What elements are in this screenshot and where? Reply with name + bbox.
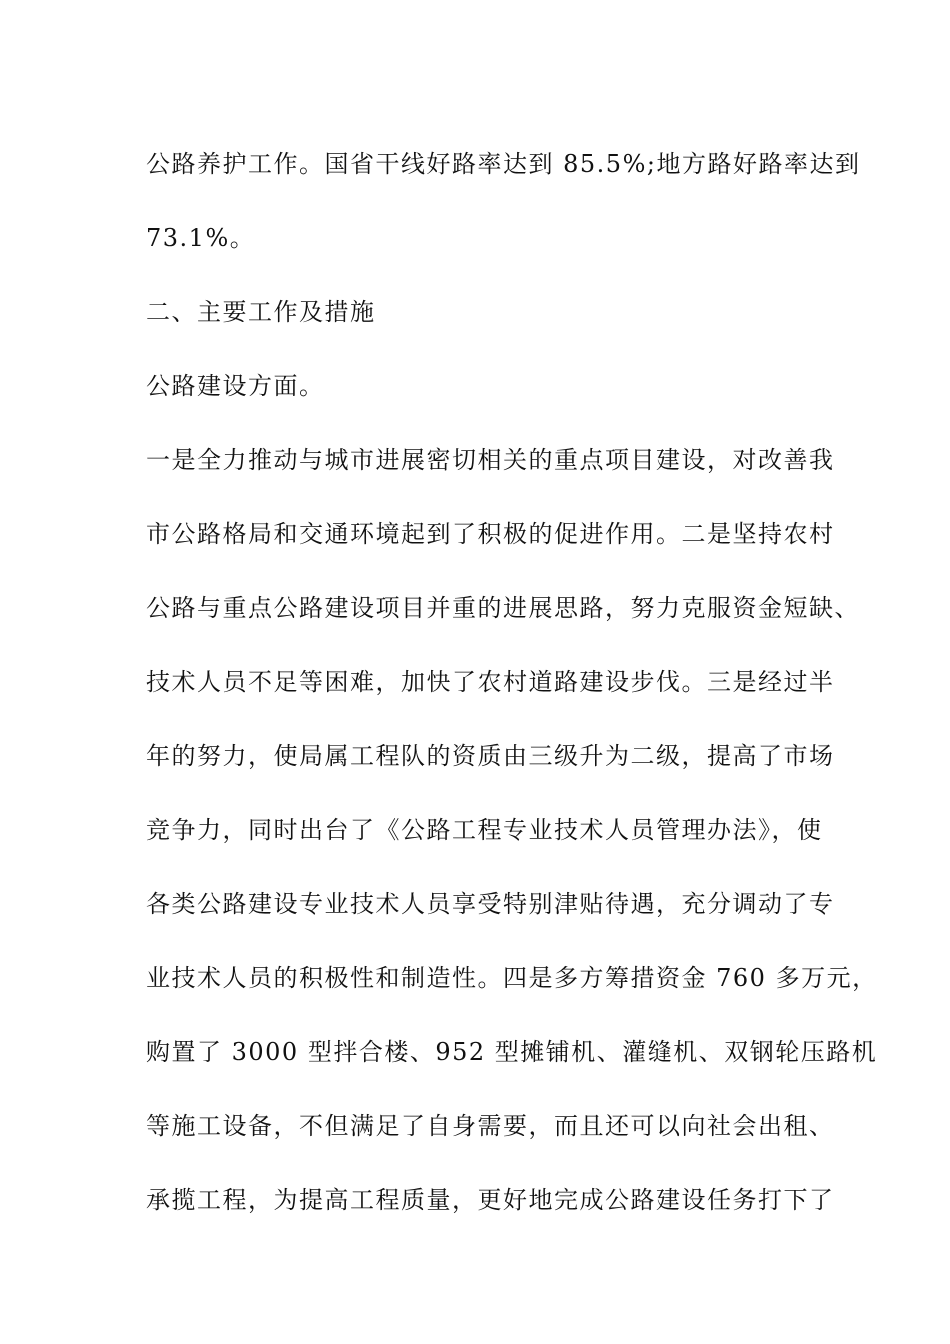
text-line-5: 一是全力推动与城市进展密切相关的重点项目建设，对改善我	[146, 446, 835, 474]
text-line-10: 竞争力，同时出台了《公路工程专业技术人员管理办法》，使	[146, 816, 823, 844]
text-line-15: 承揽工程，为提高工程质量，更好地完成公路建设任务打下了	[146, 1186, 835, 1214]
text-line-12: 业技术人员的积极性和制造性。四是多方筹措资金 760 多万元，	[146, 964, 878, 992]
text-line-11: 各类公路建设专业技术人员享受特别津贴待遇，充分调动了专	[146, 890, 835, 918]
subsection-heading: 公路建设方面。	[146, 372, 325, 400]
text-line-7: 公路与重点公路建设项目并重的进展思路，努力克服资金短缺、	[146, 594, 860, 622]
text-line-1: 公路养护工作。国省干线好路率达到 85.5%;地方路好路率达到	[146, 150, 861, 178]
text-line-6: 市公路格局和交通环境起到了积极的促进作用。二是坚持农村	[146, 520, 835, 548]
section-heading: 二、主要工作及措施	[146, 298, 376, 326]
document-body	[146, 127, 878, 1237]
text-line-9: 年的努力，使局属工程队的资质由三级升为二级，提高了市场	[146, 742, 835, 770]
text-line-13: 购置了 3000 型拌合楼、952 型摊铺机、灌缝机、双钢轮压路机	[146, 1038, 878, 1066]
text-line-8: 技术人员不足等困难，加快了农村道路建设步伐。三是经过半	[146, 668, 835, 696]
text-line-2: 73.1%。	[146, 224, 256, 252]
text-line-14: 等施工设备，不但满足了自身需要，而且还可以向社会出租、	[146, 1112, 835, 1140]
